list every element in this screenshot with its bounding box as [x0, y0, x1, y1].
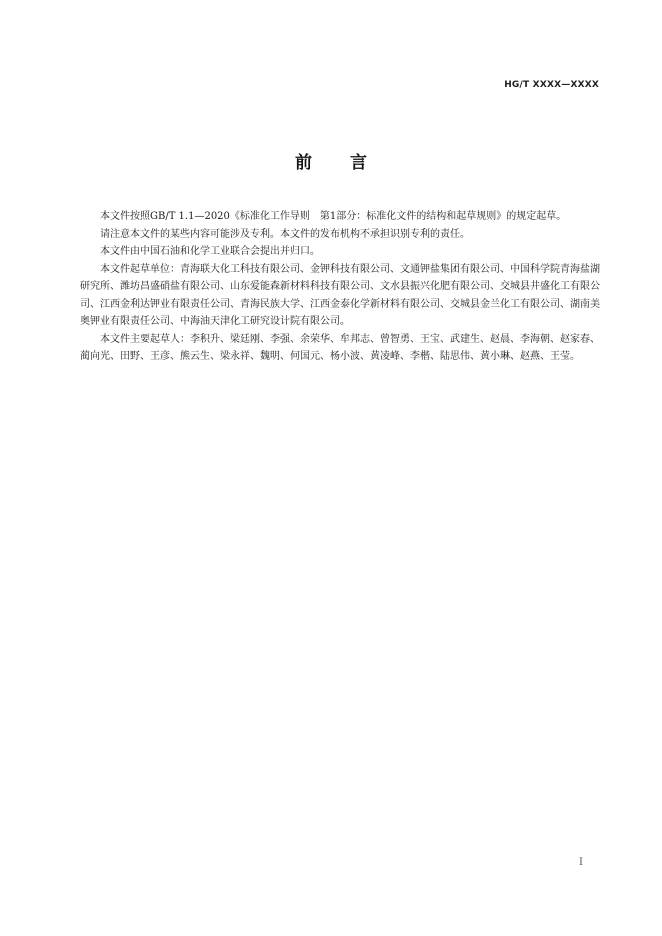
paragraph-proposer: 本文件由中国石油和化学工业联合会提出并归口。	[100, 246, 320, 257]
paragraph-drafting-units: 本文件起草单位：青海联大化工科技有限公司、金钾科技有限公司、文通钾盐集团有限公司、中国科学院青海盐湖研究所、潍坊昌盛硝盐有限公司、山东爱能森新材料科技有限公司、文水县振兴化肥有限公司、交城县井盛化工有限公司、江西金利达钾业有限责任公司、青海民族大学、江西金泰化学新材料有限公司、交城县金兰化工有限公司、湖南美奥钾业有限责任公司、中海油天津化工研究设计院有限公司。	[80, 263, 600, 327]
paragraph-patent-notice: 请注意本文件的某些内容可能涉及专利。本文件的发布机构不承担识别专利的责任。	[100, 228, 470, 240]
page-title: 前言	[295, 153, 405, 173]
page-number: I	[579, 857, 583, 868]
paragraph-drafters: 本文件主要起草人：李积升、梁廷刚、李强、余荣华、牟邦志、曾智勇、王宝、武建生、赵晨、李海朝、赵家春、蔺向光、田野、王彦、熊云生、梁永祥、魏明、何国元、杨小波、黄凌峰、李楷、陆思伟、黄小琳、赵燕、王莹。	[80, 333, 600, 362]
document-code: HG/T XXXX—XXXX	[504, 80, 599, 90]
foreword-body	[80, 208, 600, 366]
paragraph-drafting-rules: 本文件按照GB/T 1.1—2020《标准化工作导则 第1部分：标准化文件的结构和起草规则》的规定起草。	[100, 211, 567, 222]
